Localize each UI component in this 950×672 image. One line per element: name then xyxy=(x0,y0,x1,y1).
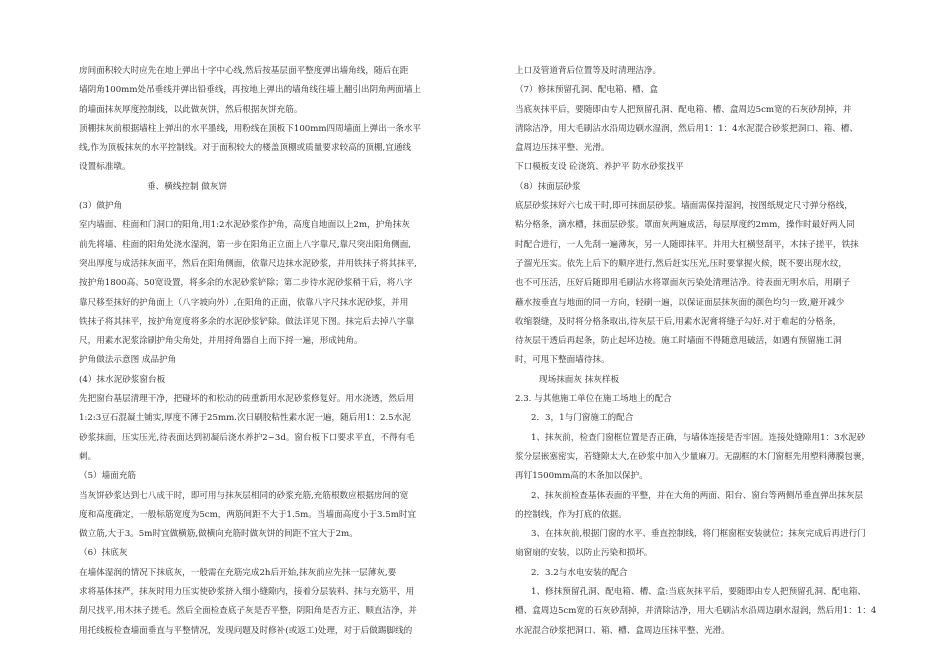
paragraph-line: 墙阴角100mm处吊垂线并弹出铅垂线，再按地上弹出的墙角线往墙上翻引出阴角两面墙上 xyxy=(79,85,422,96)
section-heading: （7）修抹预留孔洞、配电箱、槽、盒 xyxy=(515,85,658,96)
paragraph-line: 1、抹灰前，检查门窗框位置是否正确，与墙体连接是否牢固。连接处缝隙用1：3水泥砂 xyxy=(531,432,866,443)
paragraph-line: 设置标准墩。 xyxy=(79,162,131,173)
subsection-heading: 2．3.2与水电安装的配合 xyxy=(531,567,628,578)
paragraph-line: 线,作为顶板抹灰的水平控制线。对于面积较大的楼盖顶棚或质量要求较高的顶棚,宜通线 xyxy=(79,143,412,154)
paragraph-line: 室内墙面、柱面和门洞口的阳角,用1:2水泥砂浆作护角，高度自地面以上2m，护角抹灰 xyxy=(79,220,410,231)
section-heading: （8）抹面层砂浆 xyxy=(515,181,581,192)
paragraph-line: 用托线板检查墙面垂直与平整情况，发现问题及时修补(或返工)处理，对于后做踢脚线的 xyxy=(79,625,413,636)
paragraph-line: 水泥混合砂浆把洞口、箱、槽、盒周边压抹平整、光滑。 xyxy=(515,625,730,636)
paragraph-line: 当灰饼砂浆达到七八成干时，即可用与抹灰层相同的砂浆充筋,充筋根数应根据房间的宽 xyxy=(79,490,409,501)
paragraph-line: 靠尺移至抹好的护角面上（八字坡向外）,在阳角的正面，依靠八字尺抹水泥砂浆，并用 xyxy=(79,297,409,308)
paragraph-line: 按护角1800高、50宽设置，将多余的水泥砂浆铲除；第二步待水泥砂浆稍干后，将八字 xyxy=(79,278,413,289)
figure-caption: 下口模板支设 砼浇筑、养护平 防水砂浆找平 xyxy=(515,162,684,173)
section-heading: (4）抹水泥砂浆窗台板 xyxy=(79,374,166,385)
paragraph-line: 也不可压活，压好后随即用毛刷沾水将罩面灰污染处清理洁净。待表面无明水后，用刷子 xyxy=(515,278,851,289)
paragraph-line: 尺，用素水泥浆涂刷护角尖角处，并用捋角器自上而下捋一遍，形成钝角。 xyxy=(79,336,363,347)
paragraph-line: 顶棚抹灰前根据墙柱上弹出的水平墨线，用粉线在顶板下100mm四周墙面上弹出一条水平 xyxy=(79,123,422,134)
paragraph-line: 的控制线，作为打底的依据。 xyxy=(515,509,627,520)
paragraph-line: 房间面积较大时应先在地上弹出十字中心线,然后按基层面平整度弹出墙角线，随后在距 xyxy=(79,66,409,76)
figure-caption: 垂、横线控制 做灰饼 xyxy=(147,181,228,192)
paragraph-line: 在墙体湿润的情况下抹底灰，一般需在充筋完成2h后开始,抹灰前应先抹一层薄灰,要 xyxy=(79,567,397,578)
paragraph-line: 时配合进行，一人先刮一遍薄灰，另一人随即抹平。并用大杠横竖刮平，木抹子搓平，铁抹 xyxy=(515,239,859,250)
paragraph-line: 刮尺找平,用木抹子搓毛。然后全面检查底子灰是否平整，阴阳角是否方正、顺直洁净，并 xyxy=(79,606,417,617)
section-heading: (3）做护角 xyxy=(79,201,123,212)
left-column xyxy=(79,62,465,641)
paragraph-line: 2、抹灰前检查基体表面的平整，并在大角的两面、阳台、窗台等两侧吊垂直弹出抹灰层 xyxy=(531,490,864,501)
paragraph-line: 1、修抹预留孔洞、配电箱、槽、盒:当底灰抹平后，要随即由专人把预留孔洞、配电箱、 xyxy=(531,587,866,598)
figure-caption: 护角做法示意图 成品护角 xyxy=(79,355,177,366)
paragraph-line: 前先将墙、柱面的阳角处浇水湿润，第一步在阳角正立面上八字靠尺,靠尺突出阳角侧面, xyxy=(79,239,412,250)
paragraph-line: 时，可甩下整面墙待抹。 xyxy=(515,355,610,366)
paragraph-line: 的墙面抹灰厚度控制线，以此做灰饼，然后根据灰饼充筋。 xyxy=(79,104,303,115)
paragraph-line: 砂浆抹面，压实压光,待表面达到初凝后浇水养护2~3d。窗台板下口要求平直，不得有毛 xyxy=(79,432,415,443)
paragraph-line: 再钉1500mm高的木条加以保护。 xyxy=(515,471,648,482)
subsection-heading: 2．3，1与门窗施工的配合 xyxy=(531,413,634,424)
paragraph-line: 收缩裂缝，及时将分格条取出,待灰层干后,用素水泥膏将缝子勾好.对于难起的分格条， xyxy=(515,316,842,327)
paragraph-line: 1:2:3豆石混凝土铺实,厚度不薄于25mm.次日刷胶粘性素水泥一遍，随后用1：2.5水泥 xyxy=(79,413,411,424)
paragraph-line: 做立筋,大于3。5m时宜做横筋,做横向充筋时做灰饼的间距不宜大于2m。 xyxy=(79,529,358,540)
paragraph-line: 求将基体抹严，抹灰时用力压实使砂浆挤入细小缝隙内，接着分层装料、抹与充筋平，用 xyxy=(79,587,415,598)
paragraph-line: 当底灰抹平后，要随即由专人把预留孔洞、配电箱、槽、盒周边5cm宽的石灰砂刮掉，并 xyxy=(515,104,852,115)
paragraph-line: 待灰层干透后再起条，防止起坏边棱。施工时墙面不得随意甩破活，如遇有预留施工洞 xyxy=(515,336,842,347)
section-heading: （5）墙面充筋 xyxy=(79,471,137,482)
paragraph-line: 盒周边压抹平整、光滑。 xyxy=(515,143,610,154)
paragraph-line: 扇窗扇的安装，以防止污染和损坏。 xyxy=(515,548,653,559)
paragraph-line: 清除洁净，用大毛刷沾水沿周边刷水湿润，然后用1：1：4水泥混合砂浆把洞口、箱、槽、 xyxy=(515,123,858,134)
paragraph-line: 子溜光压实。依先上后下的顺序进行,然后赶实压光,压时要掌握火候，既不要出现水纹， xyxy=(515,258,848,269)
figure-caption: 现场抹面灰 抹灰样板 xyxy=(539,374,620,385)
paragraph-line: 底层砂浆抹好六七成干时,即可抹面层砂浆。墙面需保持湿润，按图纸规定尺寸弹分格线， xyxy=(515,201,853,212)
paragraph-line: 蘸水按垂直与地面的同一方向，轻刷一遍，以保证面层抹灰面的颜色均匀一致,避开减少 xyxy=(515,297,845,308)
paragraph-line: 先把窗台基层清理干净，把碰坏的和松动的砖重新用水泥砂浆修复好。用水浇透，然后用 xyxy=(79,394,415,405)
paragraph-line: 刺。 xyxy=(79,451,97,462)
paragraph-line: 度和高度确定，一般标筋宽度为5cm，两筋间距不大于1.5m。当墙面高度小于3.5m时宜 xyxy=(79,509,417,520)
paragraph-line: 槽、盒周边5cm宽的石灰砂刮掉，并清除洁净，用大毛刷沾水沿周边刷水湿润，然后用1：1：4 xyxy=(515,606,877,617)
section-heading: 2.3. 与其他施工单位在施工场地上的配合 xyxy=(515,394,672,405)
paragraph-line: 3、在抹灰前,根据门窗的水平、垂直控制线，将门框窗框安装就位；抹灰完成后再进行门 xyxy=(531,529,866,540)
paragraph-line: 粘分格条，滴水槽，抹面层砂浆。罩面灰两遍成活，每层厚度约2mm，操作时最好两人同 xyxy=(515,220,855,231)
paragraph-line: 上口及管道背后位置等及时清理洁净。 xyxy=(515,66,662,76)
paragraph-line: 铁抹子将其抹平，按护角宽度将多余的水泥砂浆铲除。做法详见下图。抹完后去掉八字靠 xyxy=(79,316,415,327)
paragraph-line: 突出厚度与成活抹灰面平，然后在阳角侧面，依靠尺边抹水泥砂浆，并用铁抹子将其抹平, xyxy=(79,258,417,269)
right-column xyxy=(515,62,909,641)
section-heading: （6）抹底灰 xyxy=(79,548,128,559)
paragraph-line: 浆分层嵌塞密实，若缝隙太大,在砂浆中加入少量麻刀。无副框的木门窗框先用塑料薄膜包裹， xyxy=(515,451,871,462)
